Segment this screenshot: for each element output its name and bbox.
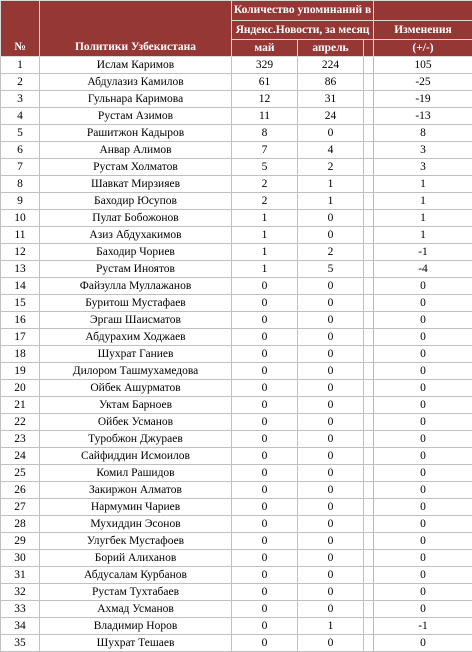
- mentions-change: -4: [374, 261, 472, 278]
- gap-cell: [364, 397, 374, 414]
- mentions-may: 0: [232, 635, 298, 652]
- mentions-change: 0: [374, 397, 472, 414]
- mentions-may: 1: [232, 227, 298, 244]
- row-number: 18: [1, 346, 40, 363]
- politician-name: Комил Рашидов: [40, 465, 232, 482]
- mentions-april: 0: [298, 482, 364, 499]
- row-number: 16: [1, 312, 40, 329]
- row-number: 9: [1, 193, 40, 210]
- politician-name: Абдусалам Курбанов: [40, 567, 232, 584]
- politician-name: Пулат Бобожонов: [40, 210, 232, 227]
- gap-cell: [364, 431, 374, 448]
- mentions-april: 0: [298, 295, 364, 312]
- mentions-change: 0: [374, 516, 472, 533]
- politician-name: Ойбек Усманов: [40, 414, 232, 431]
- mentions-change: 0: [374, 567, 472, 584]
- mentions-april: 0: [298, 584, 364, 601]
- row-number: 24: [1, 448, 40, 465]
- politician-name: Мухиддин Эсонов: [40, 516, 232, 533]
- gap-cell: [364, 584, 374, 601]
- header-gap: [364, 40, 374, 57]
- gap-cell: [364, 567, 374, 584]
- politician-name: Файзулла Муллажанов: [40, 278, 232, 295]
- politician-name: Улугбек Мустафоев: [40, 533, 232, 550]
- mentions-change: 0: [374, 635, 472, 652]
- mentions-april: 0: [298, 227, 364, 244]
- row-number: 23: [1, 431, 40, 448]
- mentions-april: 0: [298, 125, 364, 142]
- header-april: апрель: [298, 40, 364, 57]
- row-number: 25: [1, 465, 40, 482]
- table-row: [1, 465, 472, 482]
- header-may: май: [232, 40, 298, 57]
- mentions-change: 0: [374, 448, 472, 465]
- mentions-change: 3: [374, 159, 472, 176]
- row-number: 19: [1, 363, 40, 380]
- table-row: [1, 584, 472, 601]
- gap-cell: [364, 618, 374, 635]
- mentions-change: 1: [374, 210, 472, 227]
- table-row: [1, 414, 472, 431]
- politician-name: Туробжон Джураев: [40, 431, 232, 448]
- mentions-may: 0: [232, 550, 298, 567]
- table-row: [1, 261, 472, 278]
- table-row: [1, 210, 472, 227]
- mentions-april: 0: [298, 397, 364, 414]
- politician-name: Рустам Иноятов: [40, 261, 232, 278]
- table-row: [1, 125, 472, 142]
- politician-name: Эргаш Шаисматов: [40, 312, 232, 329]
- gap-cell: [364, 244, 374, 261]
- gap-cell: [364, 482, 374, 499]
- row-number: 22: [1, 414, 40, 431]
- table-row: [1, 533, 472, 550]
- mentions-change: -13: [374, 108, 472, 125]
- row-number: 15: [1, 295, 40, 312]
- table-row: [1, 329, 472, 346]
- table-row: [1, 74, 472, 91]
- row-number: 30: [1, 550, 40, 567]
- mentions-change: 0: [374, 312, 472, 329]
- politician-name: Ойбек Ашурматов: [40, 380, 232, 397]
- table-row: [1, 448, 472, 465]
- mentions-may: 0: [232, 397, 298, 414]
- politician-name: Баходир Чориев: [40, 244, 232, 261]
- mentions-may: 0: [232, 567, 298, 584]
- table-row: [1, 57, 472, 74]
- mentions-may: 0: [232, 465, 298, 482]
- header-changes-spacer: [374, 1, 472, 21]
- row-number: 35: [1, 635, 40, 652]
- gap-cell: [364, 635, 374, 652]
- mentions-change: 0: [374, 601, 472, 618]
- mentions-may: 0: [232, 380, 298, 397]
- mentions-may: 5: [232, 159, 298, 176]
- politician-name: Дилором Ташмухамедова: [40, 363, 232, 380]
- header-politicians: Политики Узбекистана: [40, 1, 232, 57]
- mentions-april: 0: [298, 516, 364, 533]
- gap-cell: [364, 57, 374, 74]
- row-number: 27: [1, 499, 40, 516]
- politician-name: Азиз Абдухакимов: [40, 227, 232, 244]
- mentions-change: 3: [374, 142, 472, 159]
- table-row: [1, 601, 472, 618]
- politician-name: Гульнара Каримова: [40, 91, 232, 108]
- mentions-may: 0: [232, 601, 298, 618]
- gap-cell: [364, 312, 374, 329]
- mentions-april: 4: [298, 142, 364, 159]
- mentions-change: 1: [374, 176, 472, 193]
- mentions-change: 0: [374, 431, 472, 448]
- mentions-change: 1: [374, 193, 472, 210]
- mentions-change: 0: [374, 278, 472, 295]
- table-row: [1, 312, 472, 329]
- mentions-may: 0: [232, 618, 298, 635]
- table-row: [1, 346, 472, 363]
- gap-cell: [364, 193, 374, 210]
- row-number: 13: [1, 261, 40, 278]
- politician-name: Закиржон Алматов: [40, 482, 232, 499]
- gap-cell: [364, 91, 374, 108]
- mentions-april: 0: [298, 635, 364, 652]
- table-row: [1, 567, 472, 584]
- table-row: [1, 363, 472, 380]
- mentions-change: 0: [374, 499, 472, 516]
- mentions-april: 0: [298, 210, 364, 227]
- mentions-april: 2: [298, 159, 364, 176]
- mentions-may: 0: [232, 295, 298, 312]
- gap-cell: [364, 261, 374, 278]
- row-number: 17: [1, 329, 40, 346]
- row-number: 7: [1, 159, 40, 176]
- mentions-change: 0: [374, 533, 472, 550]
- mentions-april: 0: [298, 448, 364, 465]
- mentions-may: 1: [232, 244, 298, 261]
- mentions-change: 0: [374, 414, 472, 431]
- table-row: [1, 108, 472, 125]
- politician-name: Шавкат Мирзияев: [40, 176, 232, 193]
- row-number: 1: [1, 57, 40, 74]
- politician-name: Анвар Алимов: [40, 142, 232, 159]
- row-number: 3: [1, 91, 40, 108]
- mentions-april: 0: [298, 550, 364, 567]
- header-mentions-line2: Яндекс.Новости, за месяц: [232, 21, 374, 40]
- gap-cell: [364, 380, 374, 397]
- mentions-may: 0: [232, 516, 298, 533]
- mentions-change: 0: [374, 363, 472, 380]
- politician-name: Абдурахим Ходжаев: [40, 329, 232, 346]
- mentions-april: 0: [298, 499, 364, 516]
- mentions-april: 24: [298, 108, 364, 125]
- gap-cell: [364, 414, 374, 431]
- mentions-may: 12: [232, 91, 298, 108]
- mentions-april: 86: [298, 74, 364, 91]
- gap-cell: [364, 550, 374, 567]
- mentions-april: 0: [298, 278, 364, 295]
- mentions-change: -1: [374, 244, 472, 261]
- mentions-april: 0: [298, 312, 364, 329]
- mentions-may: 0: [232, 329, 298, 346]
- table-row: [1, 193, 472, 210]
- mentions-april: 224: [298, 57, 364, 74]
- mentions-april: 0: [298, 533, 364, 550]
- gap-cell: [364, 346, 374, 363]
- row-number: 32: [1, 584, 40, 601]
- mentions-change: 1: [374, 227, 472, 244]
- mentions-april: 0: [298, 329, 364, 346]
- mentions-change: 0: [374, 380, 472, 397]
- mentions-may: 0: [232, 431, 298, 448]
- mentions-change: 105: [374, 57, 472, 74]
- row-number: 33: [1, 601, 40, 618]
- mentions-may: 0: [232, 346, 298, 363]
- row-number: 21: [1, 397, 40, 414]
- politician-name: Ахмад Усманов: [40, 601, 232, 618]
- mentions-may: 0: [232, 414, 298, 431]
- mentions-april: 5: [298, 261, 364, 278]
- politician-name: Ислам Каримов: [40, 57, 232, 74]
- row-number: 34: [1, 618, 40, 635]
- mentions-may: 1: [232, 210, 298, 227]
- mentions-april: 1: [298, 176, 364, 193]
- table-body: [1, 57, 472, 652]
- politician-name: Рустам Тухтабаев: [40, 584, 232, 601]
- row-number: 12: [1, 244, 40, 261]
- row-number: 26: [1, 482, 40, 499]
- mentions-april: 31: [298, 91, 364, 108]
- politician-name: Буритош Мустафаев: [40, 295, 232, 312]
- gap-cell: [364, 533, 374, 550]
- mentions-may: 0: [232, 584, 298, 601]
- gap-cell: [364, 516, 374, 533]
- mentions-may: 8: [232, 125, 298, 142]
- row-number: 11: [1, 227, 40, 244]
- table-row: [1, 635, 472, 652]
- mentions-may: 7: [232, 142, 298, 159]
- mentions-april: 0: [298, 380, 364, 397]
- mentions-may: 0: [232, 448, 298, 465]
- politician-name: Нармумин Чариев: [40, 499, 232, 516]
- table-row: [1, 142, 472, 159]
- gap-cell: [364, 142, 374, 159]
- mentions-change: -25: [374, 74, 472, 91]
- mentions-april: 1: [298, 193, 364, 210]
- politician-name: Баходир Юсупов: [40, 193, 232, 210]
- mentions-april: 0: [298, 414, 364, 431]
- mentions-may: 11: [232, 108, 298, 125]
- row-number: 10: [1, 210, 40, 227]
- table-row: [1, 159, 472, 176]
- gap-cell: [364, 210, 374, 227]
- gap-cell: [364, 329, 374, 346]
- mentions-change: 0: [374, 584, 472, 601]
- gap-cell: [364, 227, 374, 244]
- politician-name: Борий Алиханов: [40, 550, 232, 567]
- mentions-change: 0: [374, 295, 472, 312]
- mentions-change: 8: [374, 125, 472, 142]
- mentions-may: 329: [232, 57, 298, 74]
- gap-cell: [364, 108, 374, 125]
- row-number: 5: [1, 125, 40, 142]
- mentions-change: 0: [374, 329, 472, 346]
- table-row: [1, 227, 472, 244]
- mentions-may: 0: [232, 278, 298, 295]
- row-number: 4: [1, 108, 40, 125]
- gap-cell: [364, 74, 374, 91]
- table-row: [1, 550, 472, 567]
- table-row: [1, 295, 472, 312]
- row-number: 6: [1, 142, 40, 159]
- row-number: 8: [1, 176, 40, 193]
- row-number: 14: [1, 278, 40, 295]
- mentions-change: 0: [374, 550, 472, 567]
- table-row: [1, 499, 472, 516]
- table-row: [1, 278, 472, 295]
- gap-cell: [364, 278, 374, 295]
- table-row: [1, 397, 472, 414]
- politician-name: Шухрат Тешаев: [40, 635, 232, 652]
- table-row: [1, 244, 472, 261]
- header-num: №: [1, 1, 40, 57]
- politician-name: Рашитжон Кадыров: [40, 125, 232, 142]
- mentions-change: -1: [374, 618, 472, 635]
- gap-cell: [364, 159, 374, 176]
- row-number: 29: [1, 533, 40, 550]
- mentions-change: 0: [374, 465, 472, 482]
- mentions-change: 0: [374, 346, 472, 363]
- mentions-april: 0: [298, 601, 364, 618]
- table-row: [1, 380, 472, 397]
- politician-name: Владимир Норов: [40, 618, 232, 635]
- politician-name: Рустам Азимов: [40, 108, 232, 125]
- header-mentions-line1: Количество упоминаний в: [232, 1, 374, 21]
- mentions-april: 0: [298, 567, 364, 584]
- gap-cell: [364, 465, 374, 482]
- gap-cell: [364, 448, 374, 465]
- politician-name: Рустам Холматов: [40, 159, 232, 176]
- mentions-may: 2: [232, 193, 298, 210]
- mentions-april: 0: [298, 363, 364, 380]
- row-number: 31: [1, 567, 40, 584]
- header-changes-line2: (+/-): [374, 40, 472, 57]
- gap-cell: [364, 176, 374, 193]
- mentions-may: 2: [232, 176, 298, 193]
- mentions-april: 1: [298, 618, 364, 635]
- mentions-april: 0: [298, 465, 364, 482]
- mentions-may: 0: [232, 363, 298, 380]
- mentions-may: 1: [232, 261, 298, 278]
- mentions-change: -19: [374, 91, 472, 108]
- gap-cell: [364, 499, 374, 516]
- table-header: [1, 1, 472, 57]
- header-changes-line1: Изменения: [374, 21, 472, 40]
- mentions-may: 0: [232, 482, 298, 499]
- mentions-may: 0: [232, 312, 298, 329]
- gap-cell: [364, 601, 374, 618]
- gap-cell: [364, 363, 374, 380]
- mentions-may: 0: [232, 499, 298, 516]
- table-row: [1, 482, 472, 499]
- mentions-may: 61: [232, 74, 298, 91]
- row-number: 2: [1, 74, 40, 91]
- mentions-april: 0: [298, 431, 364, 448]
- gap-cell: [364, 125, 374, 142]
- table-row: [1, 176, 472, 193]
- row-number: 20: [1, 380, 40, 397]
- politician-name: Абдулазиз Камилов: [40, 74, 232, 91]
- politician-name: Уктам Барноев: [40, 397, 232, 414]
- mentions-april: 2: [298, 244, 364, 261]
- gap-cell: [364, 295, 374, 312]
- mentions-april: 0: [298, 346, 364, 363]
- table-row: [1, 91, 472, 108]
- mentions-change: 0: [374, 482, 472, 499]
- table-row: [1, 618, 472, 635]
- table-row: [1, 431, 472, 448]
- row-number: 28: [1, 516, 40, 533]
- politician-name: Шухрат Ганиев: [40, 346, 232, 363]
- table-row: [1, 516, 472, 533]
- mentions-may: 0: [232, 533, 298, 550]
- politician-name: Сайфиддин Исмоилов: [40, 448, 232, 465]
